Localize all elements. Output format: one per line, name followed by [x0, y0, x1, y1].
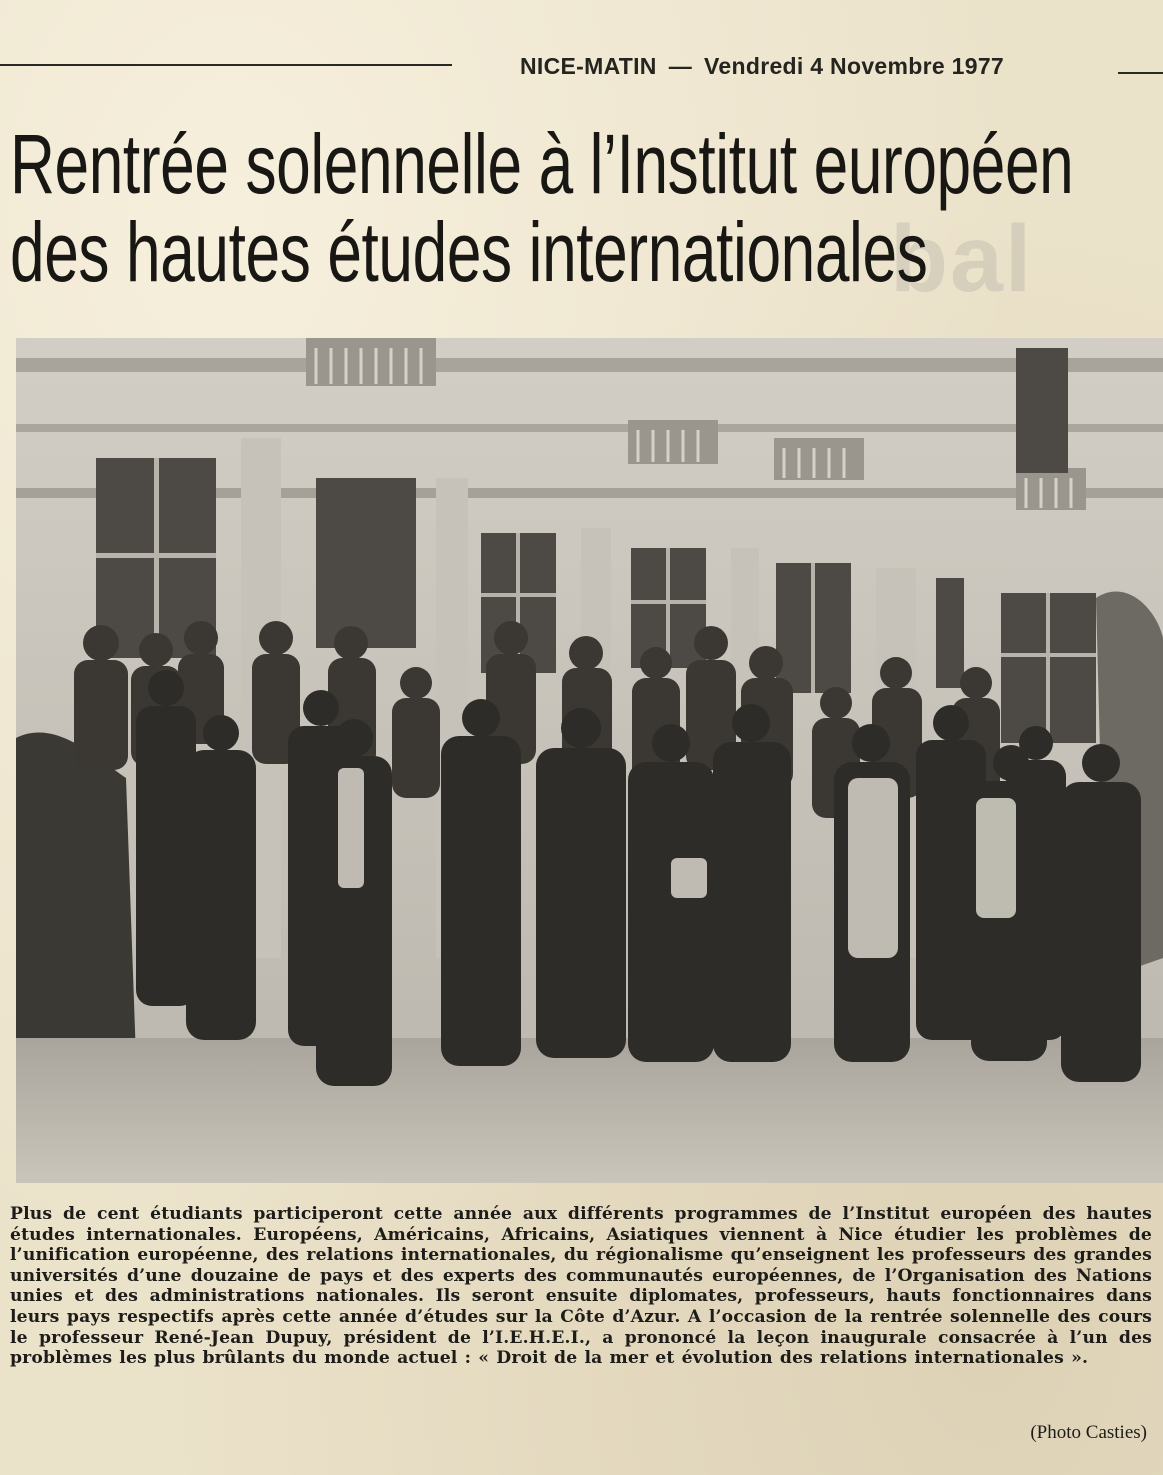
- masthead-rule-right: [1118, 72, 1163, 74]
- masthead-separator: —: [668, 53, 693, 79]
- masthead-rule-left: [0, 64, 452, 66]
- photo-credit: (Photo Casties): [1030, 1422, 1147, 1443]
- publication-date: Vendredi 4 Novembre 1977: [704, 53, 1005, 79]
- photo-caption: Plus de cent étudiants participeront cette année aux différents programmes de l’Institut européen des hautes études internationales. Européens, Américains, Africains, Asiatiques viennent à Nice étudier les problèmes de l’unification européenne, des relations internationales, du régionalisme qu’enseignent les professeurs des grandes universités d’une douzaine de pays et des experts des communautés européennes, de l’Organisation des Nations unies et des administrations nationales. Ils seront ensuite diplomates, professeurs, hauts fonctionnaires dans leurs pays respectifs après cette année d’études sur la Côte d’Azur. A l’occasion de la rentrée solennelle des cours le professeur René-Jean Dupuy, président de l’I.E.H.E.I., a prononcé la leçon inaugurale consacrée à l’un des problèmes les plus brûlants du monde actuel : « Droit de la mer et évolution des relations internationales ».: [10, 1204, 1152, 1369]
- headline-line-1: Rentrée solennelle à l’Institut européen: [10, 117, 1074, 211]
- headline-line-2: des hautes études internationales: [10, 205, 928, 299]
- photo-illustration: [16, 338, 1163, 1183]
- bleed-through-text: bal: [890, 206, 1034, 312]
- group-photograph: [16, 338, 1163, 1183]
- masthead: [520, 53, 1090, 85]
- newspaper-name: NICE-MATIN: [520, 53, 657, 79]
